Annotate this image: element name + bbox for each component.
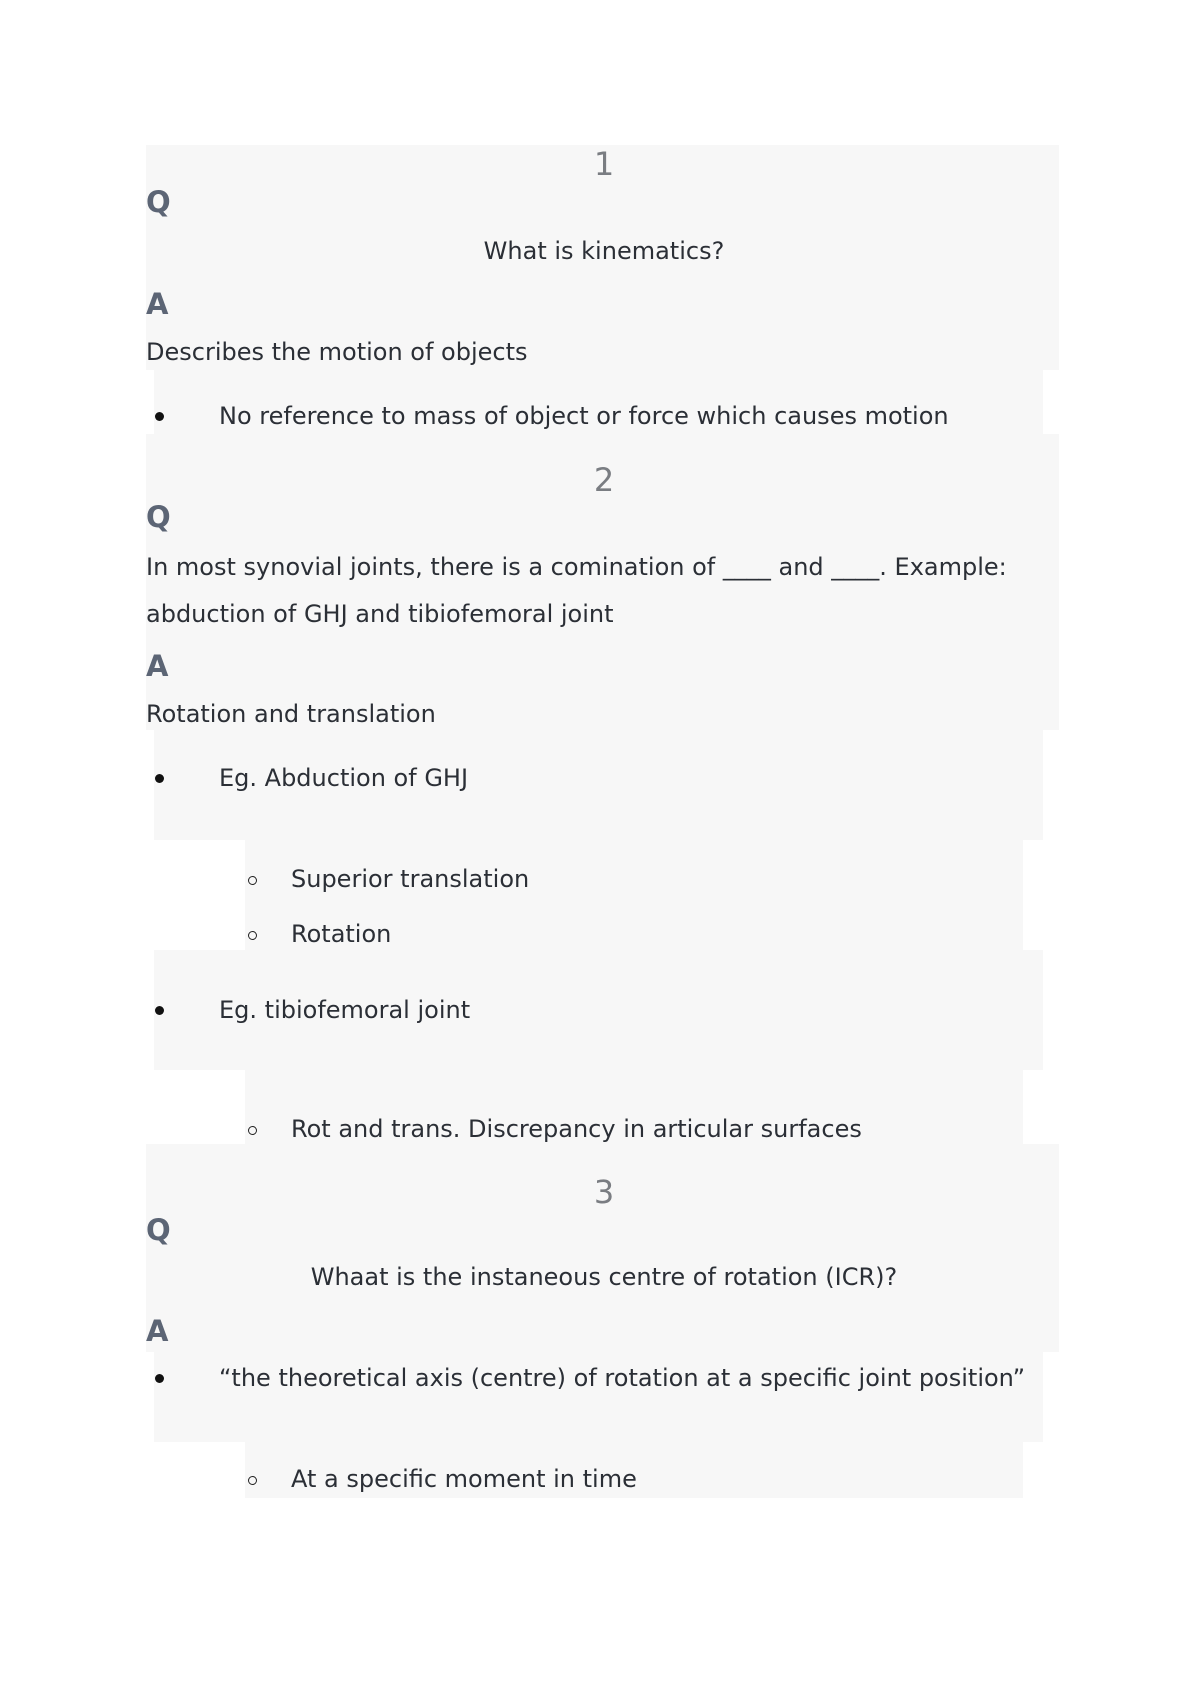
answer-label: A [146,287,169,321]
sub-bullet-text: At a specific moment in time [291,1465,637,1493]
bullet-icon [155,1374,164,1383]
question-text: Whaat is the instaneous centre of rotation (ICR)? [310,1263,898,1291]
question-label: Q [146,185,171,219]
question-label: Q [146,1213,171,1247]
question-text-line-1: In most synovial joints, there is a comination of ____ and ____. Example: [146,553,1007,581]
bullet-text: “the theoretical axis (centre) of rotation at a specific joint position” [219,1364,1026,1392]
sub-bullet-icon [248,1476,257,1485]
question-label: Q [146,500,171,534]
sub-bullet-text: Rotation [291,920,392,948]
answer-text: Describes the motion of objects [146,338,528,366]
sub-bullet-text: Rot and trans. Discrepancy in articular surfaces [291,1115,862,1143]
answer-label: A [146,649,169,683]
question-text-line-2: abduction of GHJ and tibiofemoral joint [146,600,614,628]
question-text: What is kinematics? [483,237,725,265]
card-number: 2 [593,461,615,499]
bullet-text: Eg. tibiofemoral joint [219,996,471,1024]
answer-label: A [146,1314,169,1348]
answer-text: Rotation and translation [146,700,436,728]
card-number: 1 [593,145,615,183]
card-number: 3 [593,1173,615,1211]
sub-bullet-text: Superior translation [291,865,530,893]
bullet-text: No reference to mass of object or force which causes motion [219,402,949,430]
bullet-text: Eg. Abduction of GHJ [219,764,469,792]
